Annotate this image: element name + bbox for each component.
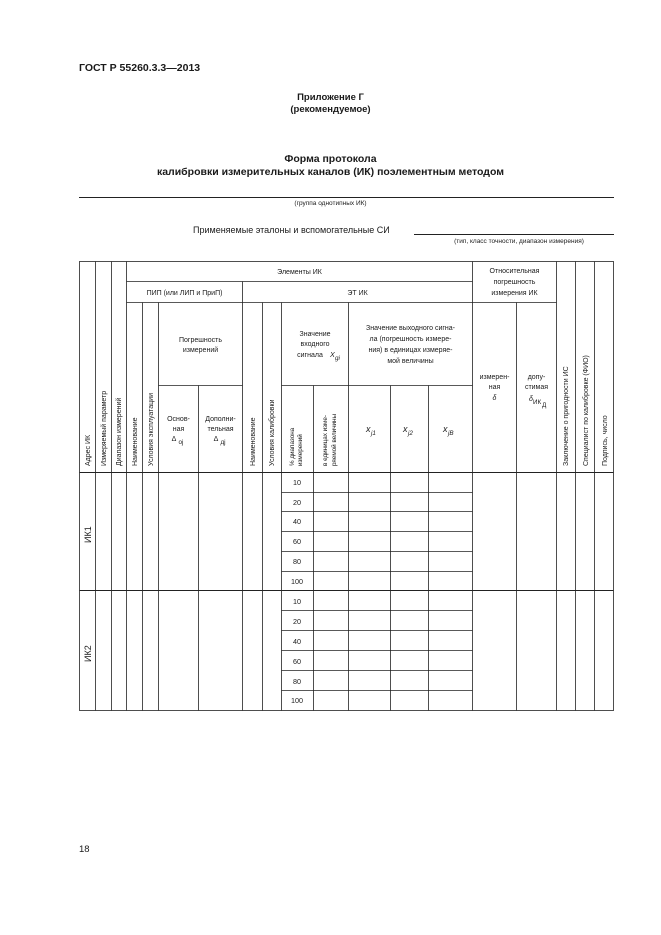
symbol-allowed-sub: ИК <box>533 399 542 406</box>
symbol-xj1-sub: j1 <box>371 430 376 437</box>
table-grid <box>80 262 614 711</box>
header-pip-conditions: Условия эксплуатации <box>148 393 155 466</box>
header-pip: ПИП (или ЛИП и ПриП) <box>146 290 223 297</box>
pct-cell: 60 <box>293 657 301 666</box>
header-conclusion: Заключение о пригодности ИС <box>563 366 570 466</box>
symbol-input-x: X <box>330 350 335 359</box>
pct-cell: 80 <box>293 557 301 566</box>
pct-cell: 20 <box>293 617 301 626</box>
symbol-additional-sub: дj <box>220 439 226 446</box>
group-note: (группа однотипных ИК) <box>294 200 367 207</box>
form-subtitle: калибровки измерительных каналов (ИК) поэлементным методом <box>156 166 505 178</box>
header-et-conditions: Условия калибровки <box>269 399 276 466</box>
header-relative-line1: Относительная <box>489 268 540 275</box>
header-relative-line3: измерения ИК <box>491 290 538 297</box>
header-additional-line2: тельная <box>207 426 234 433</box>
header-elements: Элементы ИК <box>277 269 322 276</box>
header-basic-line1: Основ- <box>167 416 190 423</box>
header-basic-line2: ная <box>172 426 185 433</box>
symbol-basic-delta: Δ <box>171 436 177 443</box>
header-units-line1: в единицах изме- <box>322 415 329 466</box>
header-pip-name: Наименование <box>132 417 139 466</box>
pct-cell: 80 <box>293 677 301 686</box>
header-output-line1: Значение выходного сигна- <box>365 325 456 332</box>
pct-cell: 20 <box>293 498 301 507</box>
symbol-xjb-sub: jB <box>448 430 454 437</box>
header-signature: Подпись, число <box>602 415 609 466</box>
header-measured-line2: ная <box>488 384 501 391</box>
symbol-basic-sub: oj <box>178 439 184 446</box>
appendix-status: (рекомендуемое) <box>290 104 371 115</box>
form-title: Форма протокола <box>284 153 377 165</box>
header-input-line3: сигнала <box>297 352 323 359</box>
header-error-line2: измерений <box>182 347 219 354</box>
symbol-xj2: x <box>403 424 408 434</box>
header-parameter: Измеряемый параметр <box>101 390 108 466</box>
header-allowed-line1: допу- <box>527 374 546 381</box>
appendix-label: Приложение Г <box>297 92 364 103</box>
symbol-xjb: x <box>443 424 448 434</box>
pct-cell: 10 <box>293 478 301 487</box>
header-percent-line1: % диапазона <box>289 427 296 466</box>
pct-cell: 60 <box>293 537 301 546</box>
header-units-line2: ряемой величины <box>331 413 338 466</box>
header-measured-line1: измерен- <box>479 374 510 381</box>
pct-cell: 100 <box>291 577 303 586</box>
header-allowed-line2: стимая <box>524 384 549 391</box>
symbol-allowed-subsub: Д <box>542 402 547 409</box>
header-address: Адрес ИК <box>85 434 92 466</box>
header-specialist: Специалист по калибровке (ФИО) <box>583 355 590 466</box>
header-output-line4: мой величины <box>387 358 434 365</box>
header-input-line2: входного <box>300 341 330 348</box>
pct-cell: 40 <box>293 637 301 646</box>
symbol-xj2-sub: j2 <box>408 430 413 437</box>
pct-cell: 100 <box>291 696 303 705</box>
symbol-input-sub: gi <box>335 355 340 362</box>
symbol-additional-delta: Δ <box>213 436 219 443</box>
symbol-measured-delta: δ <box>492 395 497 402</box>
header-percent-line2: измерений <box>297 434 304 466</box>
header-output-line2: ла (погрешность измере- <box>369 336 452 343</box>
pct-cell: 40 <box>293 517 301 526</box>
group-label-ik1: ИК1 <box>83 526 93 543</box>
header-output-line3: ния) в единицах измеряе- <box>368 347 453 354</box>
standard-number: ГОСТ Р 55260.3.3—2013 <box>79 62 201 74</box>
group-label-ik2: ИК2 <box>83 645 93 662</box>
header-relative-line2: погрешность <box>493 279 536 286</box>
page-number: 18 <box>79 844 90 855</box>
header-et: ЭТ ИК <box>347 290 368 297</box>
header-additional-line1: Дополни- <box>205 416 236 423</box>
etalons-note: (тип, класс точности, диапазон измерения) <box>454 238 584 245</box>
pct-cell: 10 <box>293 597 301 606</box>
symbol-allowed-delta: δ <box>529 396 533 403</box>
header-input-line1: Значение <box>299 331 331 338</box>
header-error-line1: Погрешность <box>179 337 222 344</box>
symbol-xj1: x <box>366 424 371 434</box>
header-range: Диапазон измерений <box>116 397 123 466</box>
header-et-name: Наименование <box>250 417 257 466</box>
etalons-label: Применяемые эталоны и вспомогательные СИ <box>193 225 390 235</box>
